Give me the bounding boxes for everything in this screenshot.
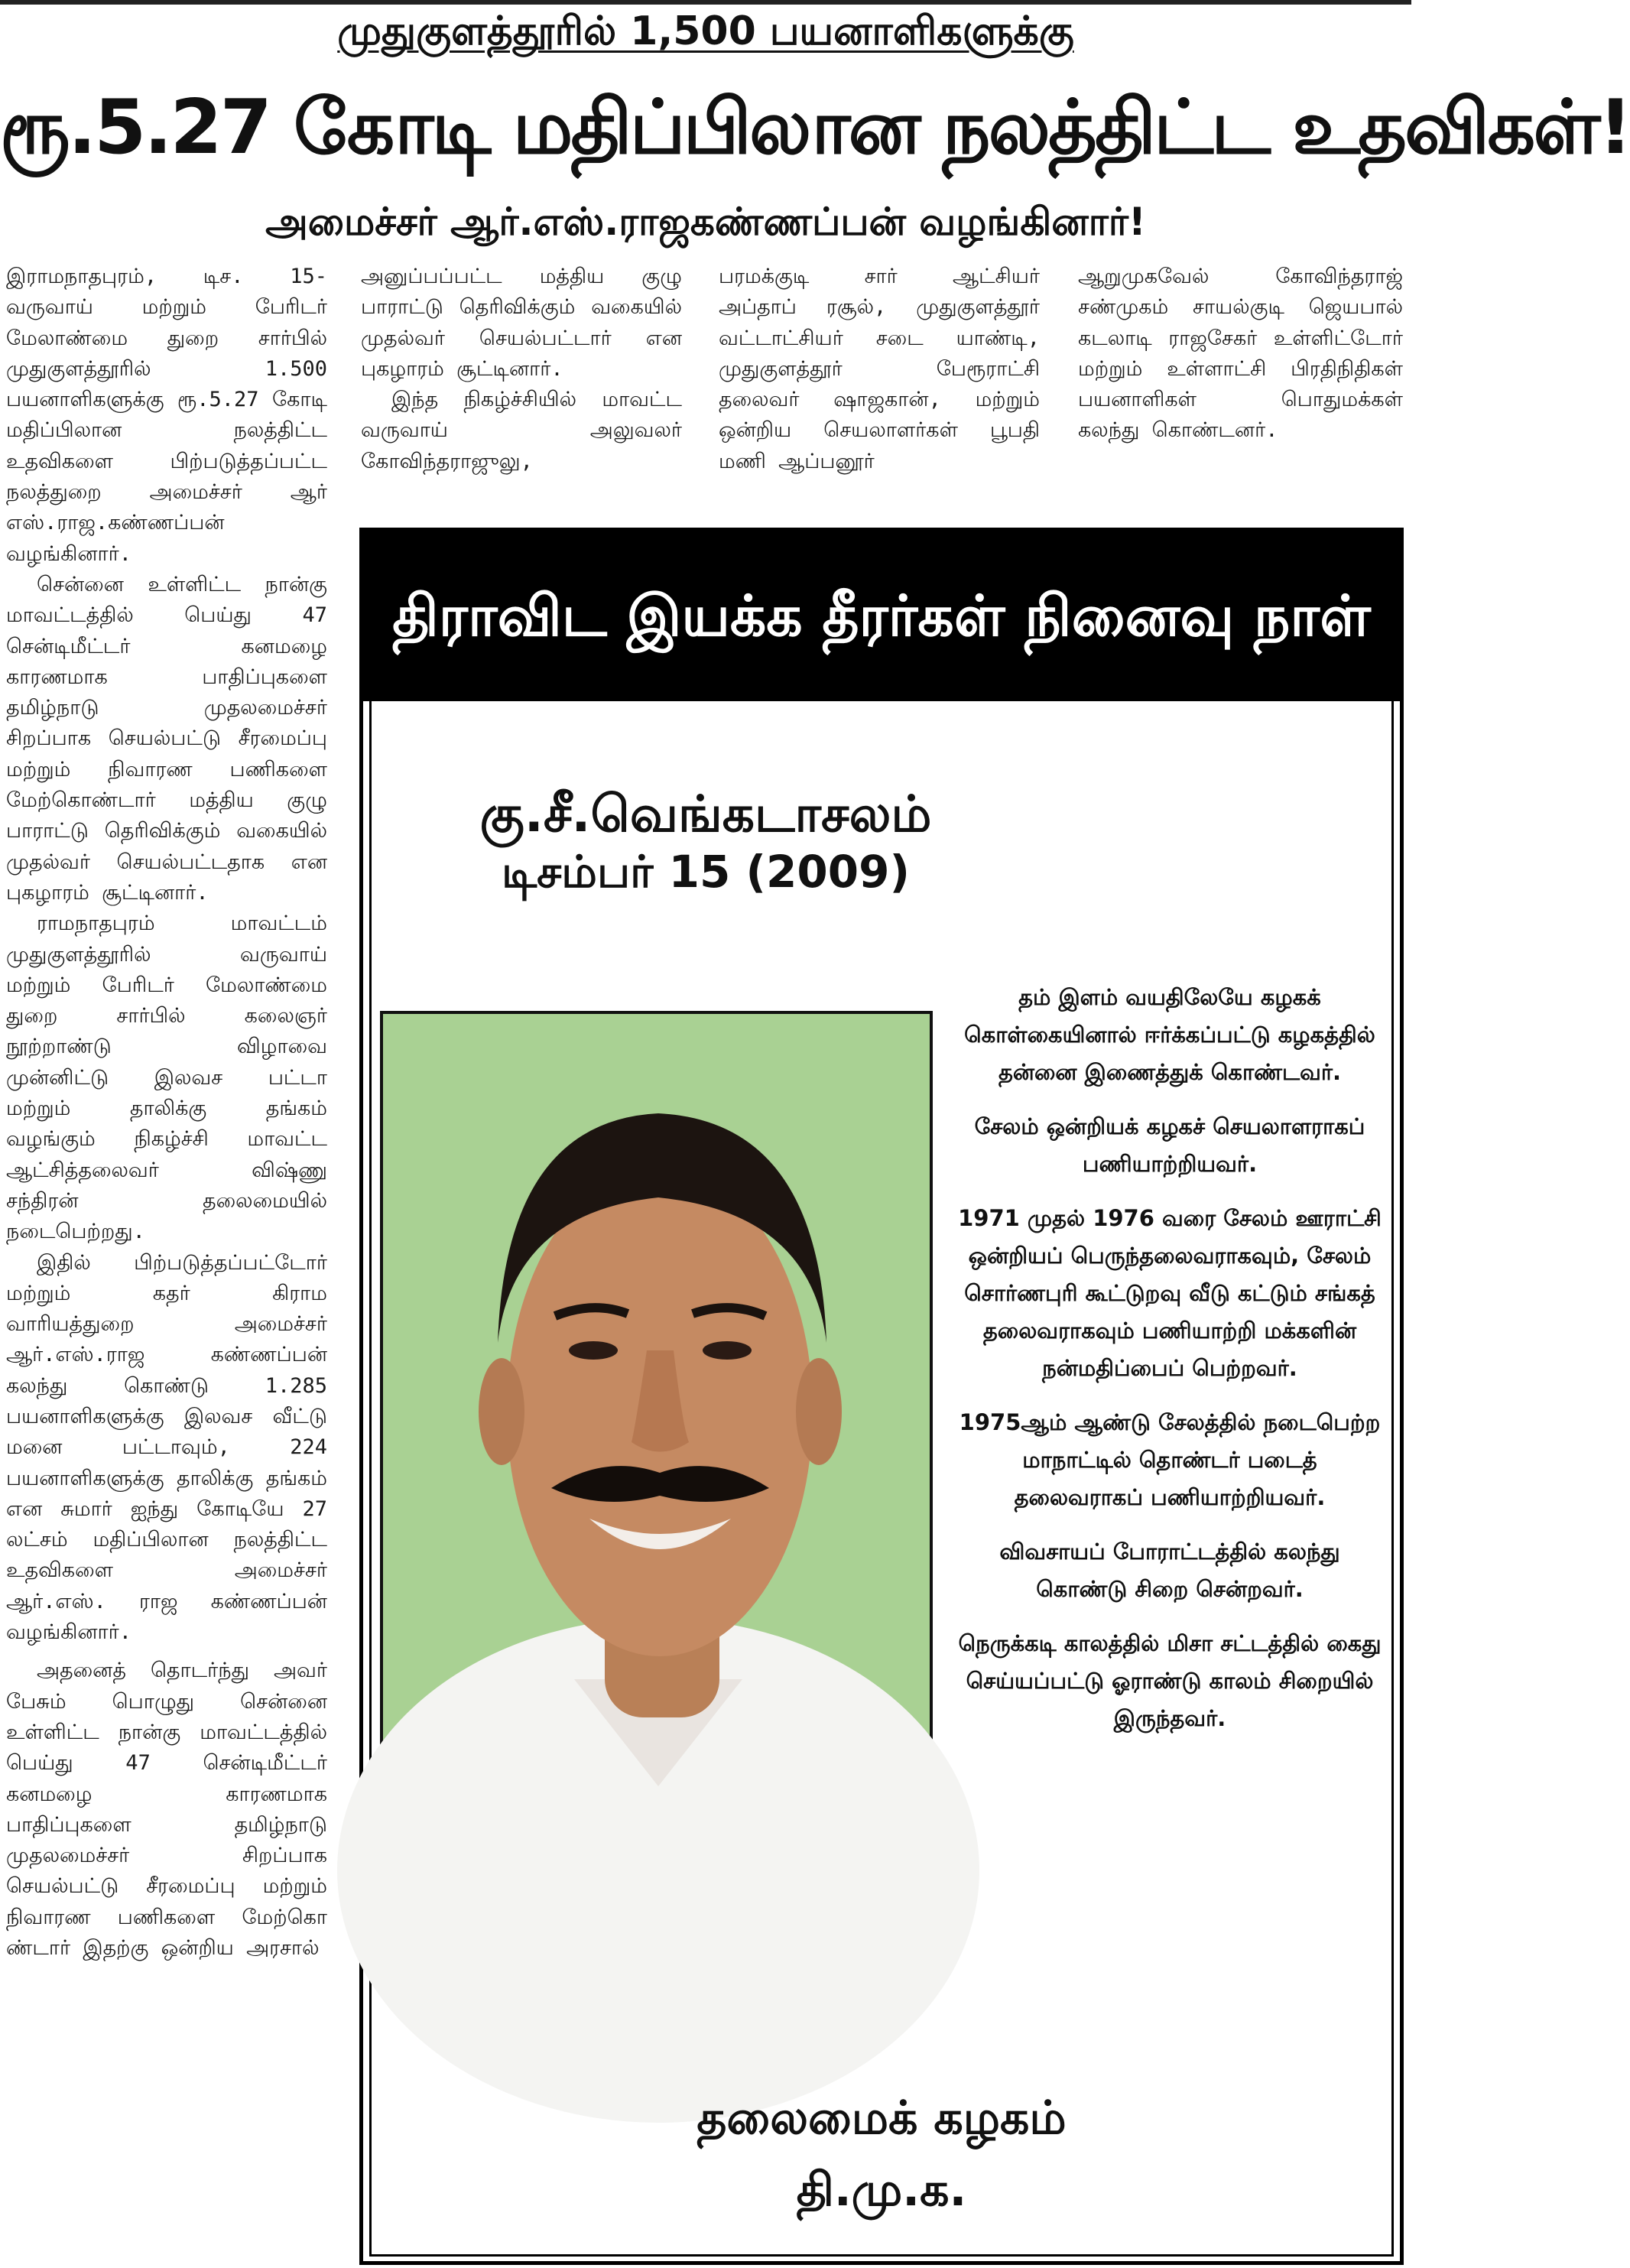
article-paragraph: இதில் பிற்படுத்தப்பட்டோர் மற்றும் கதர் கிராம வாரியத்துறை அமைச்சர் ஆர்.எஸ்.ராஜ கண்ணப்பன் கலந்து கொண்டு 1.285 பயனாளிகளுக்கு இலவச வீட்டு மனை பட்டாவும், 224 பயனாளிகளுக்கு தாலிக்கு தங்கம் என சுமார் ஐந்து கோடியே 27 லட்சம் மதிப்பிலான நலத்திட்ட உதவிகளை அமைச்சர் ஆர்.எஸ். ராஜ கண்ணப்பன் வழங்கினார். (6, 1250, 327, 1645)
bio-paragraph: விவசாயப் போராட்டத்தில் கலந்து கொண்டு சிறை சென்றவர். (999, 1539, 1340, 1602)
bio-paragraph: 1975ஆம் ஆண்டு சேலத்தில் நடைபெற்ற மாநாட்டில் தொண்டர் படைத் தலைவராகப் பணியாற்றியவர். (959, 1409, 1381, 1510)
article-paragraph: சென்னை உள்ளிட்ட நான்கு மாவட்டத்தில் பெய்து 47 சென்டிமீட்டர் கனமழை காரணமாக பாதிப்புகளை தமிழ்நாடு முதலமைச்சர் சிறப்பாக செயல்பட்டு சீரமைப்பு மற்றும் நிவாரண பணிகளை மேற்கொண்டார் மத்திய குழு பாராட்டு தெரிவிக்கும் வகையில் முதல்வர் செயல்பட்டதாக என புகழாரம் சூட்டினார். (6, 572, 327, 905)
memorial-banner: திராவிட இயக்க தீரர்கள் நினைவு நாள் (363, 531, 1400, 701)
article-paragraph: பரமக்குடி சார் ஆட்சியர் அப்தாப் ரசூல், முதுகுளத்தூர் வட்டாட்சியர் சடை யாண்டி, முதுகுளத்தூர் பேரூராட்சி தலைவர் ஷாஜகான், மற்றும் ஒன்றிய செயலாளர்கள் பூபதி மணி ஆப்பனூர் (719, 265, 1040, 473)
article-paragraph: இராமநாதபுரம், டிச. 15- வருவாய் மற்றும் பேரிடர் மேலாண்மை துறை சார்பில் முதுகுளத்தூரில் 1.500 பயனாளிகளுக்கு ரூ.5.27 கோடி மதிப்பிலான நலத்திட்ட உதவிகளை பிற்படுத்தப்பட்ட நலத்துறை அமைச்சர் ஆர் எஸ்.ராஜ.கண்ணப்பன் வழங்கினார். (6, 265, 327, 566)
article-paragraph: அதனைத் தொடர்ந்து அவர் பேசும் பொழுது சென்னை உள்ளிட்ட நான்கு மாவட்டத்தில் பெய்து 47 சென்டிமீட்டர் கனமழை காரணமாக பாதிப்புகளை தமிழ்நாடு முதலமைச்சர் சிறப்பாக செயல்பட்டு சீரமைப்பு மற்றும் நிவாரண பணிகளை மேற்கொ ண்டார் இதற்கு ஒன்றிய அரசால் (6, 1659, 327, 1961)
article-paragraph: ராமநாதபுரம் மாவட்டம் முதுகுளத்தூரில் வருவாய் மற்றும் பேரிடர் மேலாண்மை துறை சார்பில் கலைஞர் நூற்றாண்டு விழாவை முன்னிட்டு இலவச பட்டா மற்றும் தாலிக்கு தங்கம் வழங்கும் நிகழ்ச்சி மாவட்ட ஆட்சித்தலைவர் விஷ்ணு சந்திரன் தலைமையில் நடைபெற்றது. (6, 911, 327, 1244)
right-ear (796, 1358, 842, 1465)
article-column-2 (361, 262, 682, 477)
portrait-photo (380, 1011, 933, 1912)
memorial-signature (359, 2088, 1404, 2221)
memorial-biography (956, 979, 1384, 1754)
article-subhead: அமைச்சர் ஆர்.எஸ்.ராஜகண்ணப்பன் வழங்கினார்! (265, 200, 1146, 244)
article-column-1 (6, 262, 327, 1964)
article-headline: ரூ.5.27 கோடி மதிப்பிலான நலத்திட்ட உதவிகள்! (0, 84, 1630, 171)
bio-paragraph: 1971 முதல் 1976 வரை சேலம் ஊராட்சி ஒன்றியப் பெருந்தலைவராகவும், சேலம் சொர்ணபுரி கூட்டுறவு வீடு கட்டும் சங்கத் தலைவராகவும் பணியாற்றி மக்களின் நன்மதிப்பைப் பெற்றவர். (958, 1205, 1382, 1381)
article-kicker: முதுகுளத்தூரில் 1,500 பயனாளிகளுக்கு (337, 8, 1074, 54)
memorial-name: கு.சீ.வெங்கடாசலம் (479, 785, 932, 843)
article-column-4 (1078, 262, 1403, 447)
left-eye (569, 1341, 618, 1360)
bio-paragraph: நெருக்கடி காலத்தில் மிசா சட்டத்தில் கைது செய்யப்பட்டு ஓராண்டு காலம் சிறையில் இருந்தவர். (958, 1630, 1382, 1731)
signature-org: தலைமைக் கழகம் (696, 2091, 1067, 2145)
signature-party: தி.மு.க. (796, 2163, 967, 2217)
bio-paragraph: தம் இளம் வயதிலேயே கழகக் கொள்கையினால் ஈர்க்கப்பட்டு கழகத்தில் தன்னை இணைத்துக் கொண்டவர். (964, 984, 1375, 1085)
left-ear (479, 1358, 524, 1465)
memorial-date: டிசம்பர் 15 (2009) (502, 846, 910, 898)
portrait-illustration (383, 1014, 930, 1909)
article-paragraph: ஆறுமுகவேல் கோவிந்தராஜ் சண்முகம் சாயல்குடி ஜெயபால் கடலாடி ராஜசேகர் உள்ளிட்டோர் மற்றும் உள்ளாட்சி பிரதிநிதிகள் பயனாளிகள் பொதுமக்கள் கலந்து கொண்டனர். (1078, 265, 1403, 443)
bio-paragraph: சேலம் ஒன்றியக் கழகச் செயலாளராகப் பணியாற்றியவர். (974, 1113, 1365, 1177)
article-column-3 (719, 262, 1040, 477)
right-eye (703, 1341, 752, 1360)
article-paragraph: இந்த நிகழ்ச்சியில் மாவட்ட வருவாய் அலுவலர் கோவிந்தராஜுலு, (361, 388, 682, 473)
article-paragraph: அனுப்பப்பட்ட மத்திய குழு பாராட்டு தெரிவிக்கும் வகையில் முதல்வர் செயல்பட்டார் என புகழாரம் சூட்டினார். (361, 265, 682, 381)
